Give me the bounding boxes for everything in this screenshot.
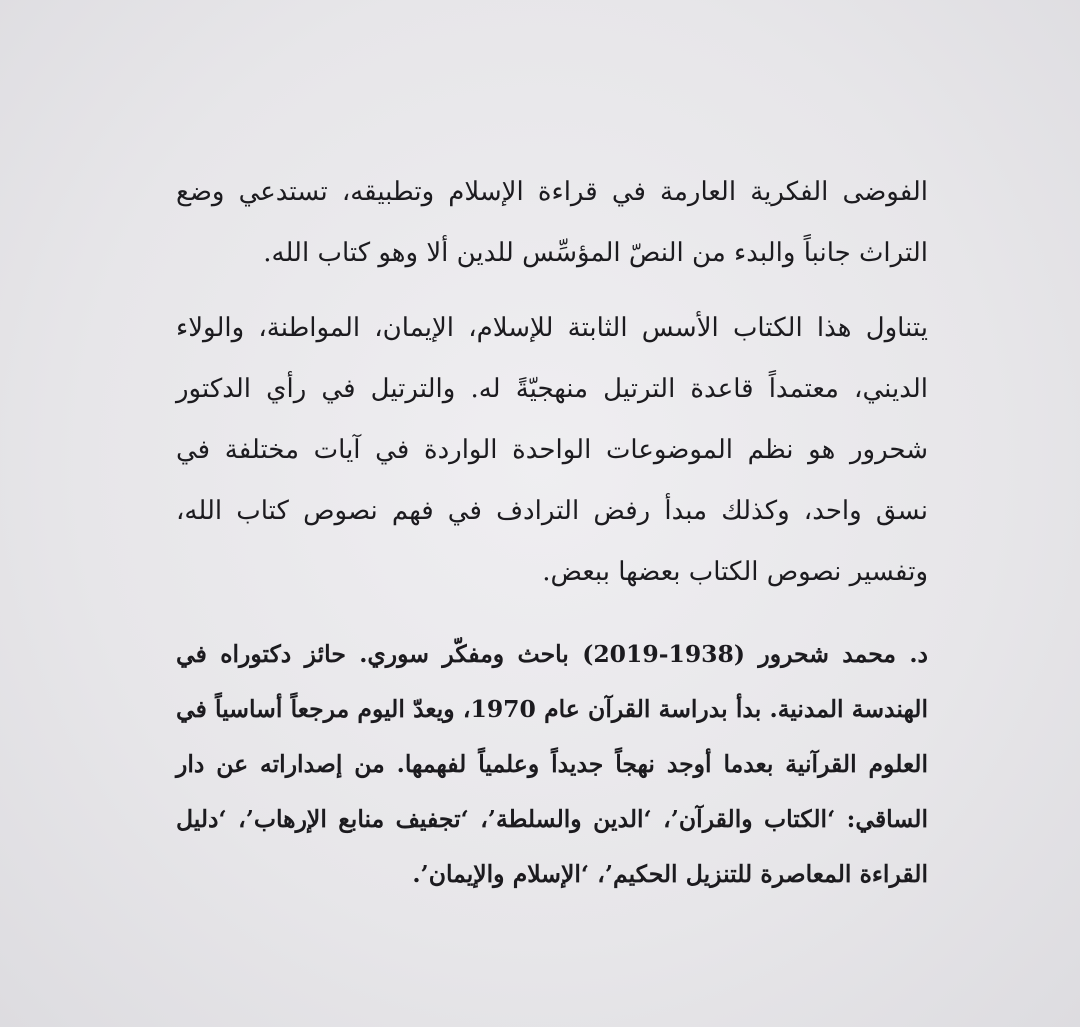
description-paragraph-1: الفوضى الفكرية العارمة في قراءة الإسلام وتطبيقه، تستدعي وضع التراث جانباً والبدء من النصّ المؤسِّس للدين ألا وهو كتاب الله. <box>176 177 928 268</box>
author-biography <box>176 627 928 902</box>
description-paragraph-2: يتناول هذا الكتاب الأسس الثابتة للإسلام، الإيمان، المواطنة، والولاء الديني، معتمداً قاعدة الترتيل منهجيّةً له. والترتيل في رأي الدكتور شحرور هو نظم الموضوعات الواحدة الواردة في آيات مختلفة في نسق واحد، وكذلك مبدأ رفض الترادف في فهم نصوص كتاب الله، وتفسير نصوص الكتاب بعضها ببعض. <box>176 313 928 587</box>
book-description <box>176 162 928 603</box>
author-bio-paragraph: د. محمد شحرور (1938-2019) باحث ومفكّر سوري. حائز دكتوراه في الهندسة المدنية. بدأ بدراسة القرآن عام 1970، ويعدّ اليوم مرجعاً أساسياً في العلوم القرآنية بعدما أوجد نهجاً جديداً وعلمياً لفهمها. من إصداراته عن دار الساقي: ‘الكتاب والقرآن’، ‘الدين والسلطة’، ‘تجفيف منابع الإرهاب’، ‘دليل القراءة المعاصرة للتنزيل الحكيم’، ‘الإسلام والإيمان’. <box>176 640 928 888</box>
